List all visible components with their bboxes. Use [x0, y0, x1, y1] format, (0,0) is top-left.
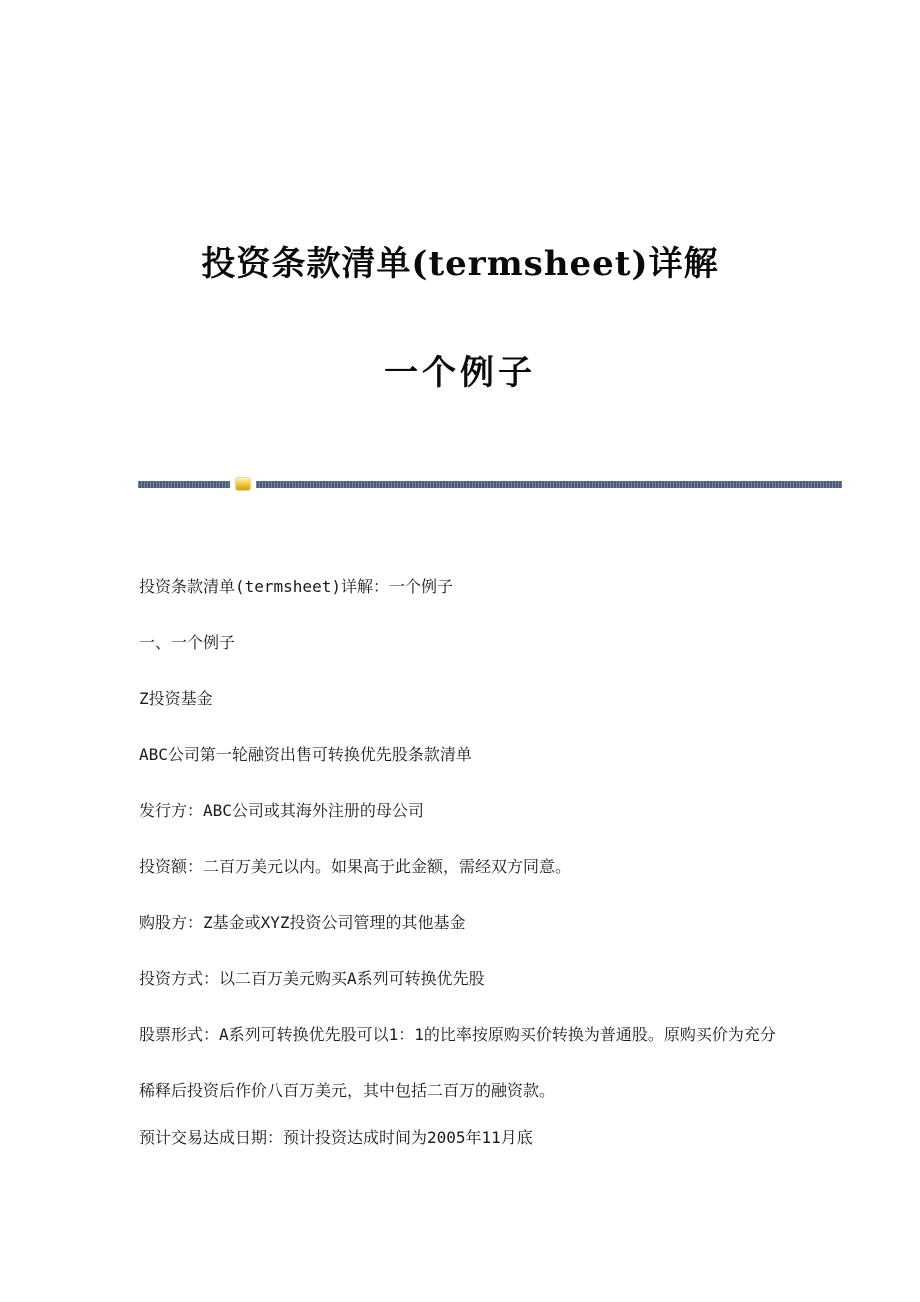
closing-date-clause: 预计交易达成日期：预计投资达成时间为2005年11月底 [139, 1128, 533, 1147]
section-heading: 一、一个例子 [139, 633, 236, 652]
sheet-title: ABC公司第一轮融资出售可转换优先股条款清单 [139, 745, 472, 764]
share-form-clause: 股票形式：A系列可转换优先股可以1：1的比率按原购买价转换为普通股。原购买价为充分稀释后投资后作价八百万美元，其中包括二百万的融资款。 [139, 1025, 776, 1100]
divider-ornament-icon [236, 478, 250, 490]
section-divider [138, 478, 842, 490]
issuer-clause: 发行方：ABC公司或其海外注册的母公司 [139, 801, 424, 820]
document-subtitle: 一个例子 [384, 353, 536, 394]
divider-bar-right [256, 481, 842, 488]
purchaser-clause: 购股方：Z基金或XYZ投资公司管理的其他基金 [139, 913, 466, 932]
investment-method-clause: 投资方式：以二百万美元购买A系列可转换优先股 [139, 969, 485, 988]
paragraph-heading: 投资条款清单(termsheet)详解：一个例子 [139, 577, 453, 596]
divider-bar-left [138, 481, 230, 488]
investment-amount-clause: 投资额：二百万美元以内。如果高于此金额，需经双方同意。 [139, 857, 572, 876]
document-title: 投资条款清单(termsheet)详解 [201, 243, 719, 284]
fund-name: Z投资基金 [139, 689, 213, 708]
